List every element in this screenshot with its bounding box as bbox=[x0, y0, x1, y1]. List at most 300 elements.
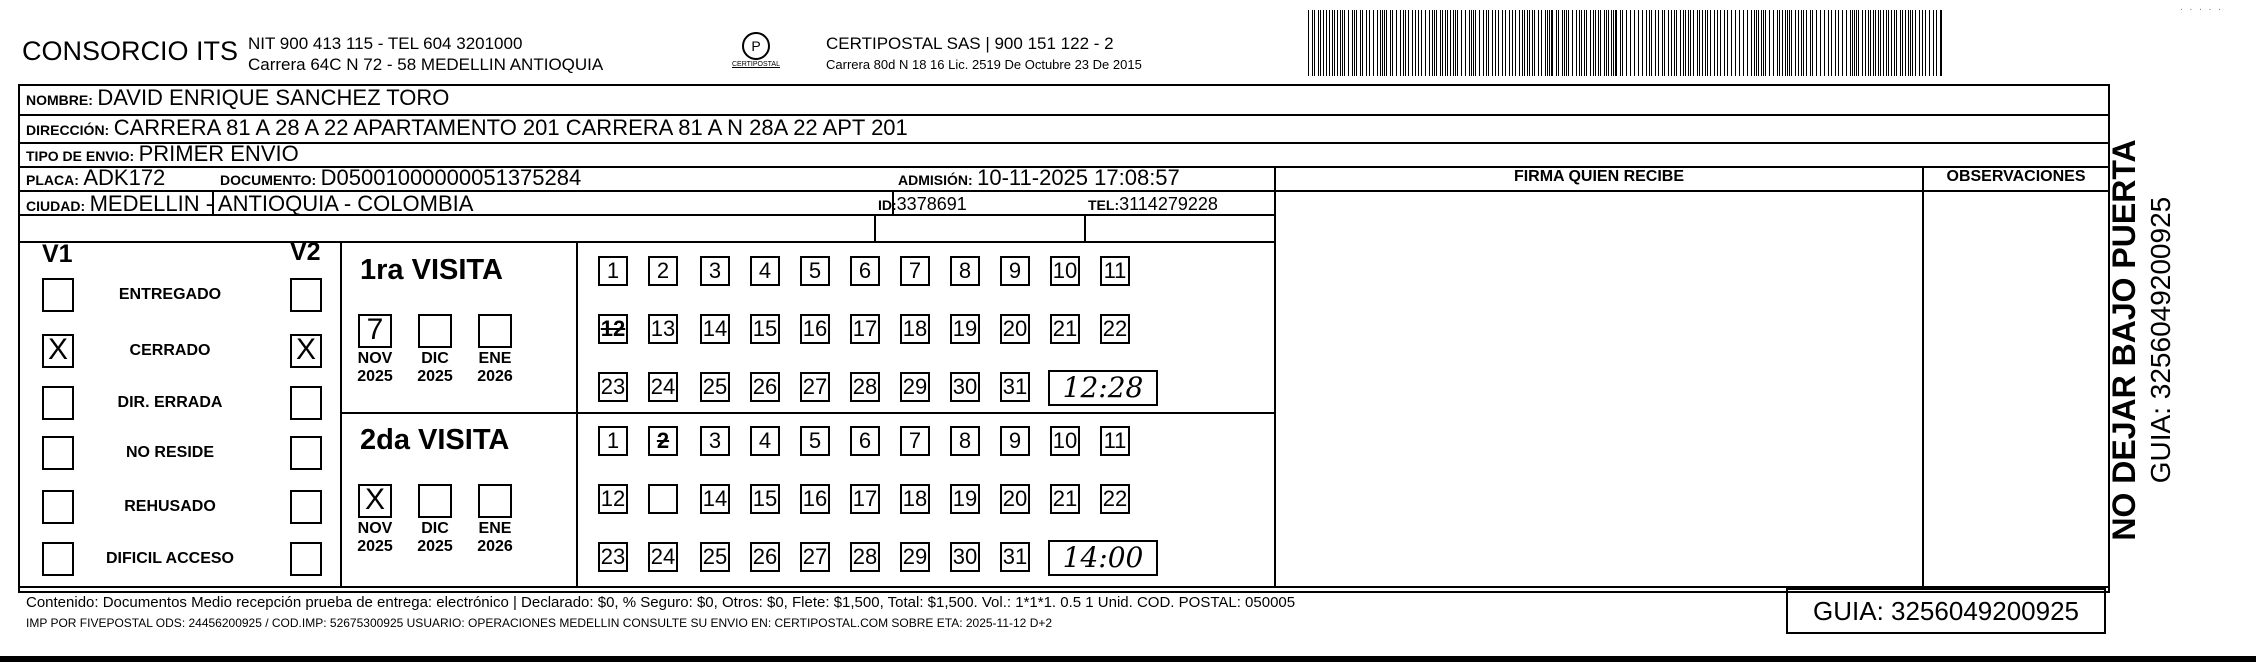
barcode-bar bbox=[1512, 10, 1513, 76]
day-checkbox[interactable]: 4 bbox=[750, 256, 780, 286]
company-info bbox=[248, 33, 603, 75]
visit2-title: 2da VISITA bbox=[360, 424, 510, 456]
barcode-bar bbox=[1450, 10, 1451, 76]
barcode-bar bbox=[1547, 10, 1548, 76]
barcode-bar bbox=[1824, 10, 1825, 76]
barcode-bar bbox=[1522, 10, 1523, 76]
barcode-bar bbox=[1445, 10, 1446, 76]
certipostal-logo bbox=[730, 32, 782, 78]
barcode-bar bbox=[1883, 10, 1884, 76]
barcode-bar bbox=[1782, 10, 1783, 76]
barcode-bar bbox=[1396, 10, 1397, 76]
visit1-title: 1ra VISITA bbox=[360, 254, 503, 286]
documento-value: D05001000000051375284 bbox=[320, 165, 582, 190]
day-checkbox[interactable]: 1 bbox=[598, 426, 628, 456]
barcode-bar bbox=[1743, 10, 1744, 76]
barcode-bar bbox=[1408, 10, 1409, 76]
day-checkbox[interactable]: 30 bbox=[950, 372, 980, 402]
barcode-bar bbox=[1862, 10, 1863, 76]
barcode-bar bbox=[1505, 10, 1506, 76]
barcode-bar bbox=[1727, 10, 1728, 76]
day-checkbox[interactable]: 26 bbox=[750, 542, 780, 572]
day-checkbox[interactable]: 12 bbox=[598, 314, 628, 344]
barcode-bar bbox=[1816, 10, 1817, 76]
barcode-bar bbox=[1680, 10, 1681, 76]
barcode-bar bbox=[1683, 10, 1684, 76]
barcode-bar bbox=[1875, 10, 1876, 76]
certipostal-license: Carrera 80d N 18 16 Lic. 2519 De Octubre 23 De 2015 bbox=[826, 57, 1142, 72]
barcode-bar bbox=[1515, 10, 1516, 76]
day-checkbox[interactable]: 21 bbox=[1050, 314, 1080, 344]
barcode-bar bbox=[1915, 10, 1916, 76]
barcode-bar bbox=[1524, 10, 1525, 76]
barcode-bar bbox=[1850, 10, 1851, 76]
barcode-bar bbox=[1469, 10, 1470, 76]
month-label: ENE 2026 bbox=[477, 520, 513, 555]
barcode-bar bbox=[1803, 10, 1804, 76]
barcode-bar bbox=[1912, 10, 1913, 76]
day-checkbox[interactable]: 19 bbox=[950, 314, 980, 344]
barcode-bar bbox=[1668, 10, 1669, 76]
barcode-bar bbox=[1568, 10, 1569, 76]
barcode-bar bbox=[1646, 10, 1647, 76]
status-label: DIFICIL ACCESO bbox=[105, 550, 234, 567]
barcode-bar bbox=[1789, 10, 1790, 76]
v1-checkbox[interactable] bbox=[42, 278, 74, 312]
day-checkbox[interactable]: 13 bbox=[648, 314, 678, 344]
barcode-bar bbox=[1854, 10, 1855, 76]
barcode-bar bbox=[1495, 10, 1496, 76]
barcode-bar bbox=[1362, 10, 1363, 76]
day-checkbox[interactable]: 28 bbox=[850, 372, 880, 402]
barcode-bar bbox=[1902, 10, 1903, 76]
documento-field bbox=[220, 165, 581, 191]
day-checkbox[interactable]: 18 bbox=[900, 314, 930, 344]
v1-checkbox[interactable] bbox=[42, 386, 74, 420]
day-checkbox[interactable]: 15 bbox=[750, 314, 780, 344]
day-checkbox[interactable]: 31 bbox=[1000, 542, 1030, 572]
barcode-bar bbox=[1337, 10, 1338, 76]
barcode-bar bbox=[1581, 10, 1582, 76]
barcode-bar bbox=[1756, 10, 1757, 76]
barcode-bar bbox=[1369, 10, 1370, 76]
barcode-bar bbox=[1479, 10, 1480, 76]
barcode-bar bbox=[1717, 10, 1718, 76]
month-label: ENE 2026 bbox=[477, 350, 513, 385]
v2-checkbox[interactable] bbox=[290, 490, 322, 524]
barcode-bar bbox=[1693, 10, 1694, 76]
day-checkbox[interactable]: 14 bbox=[700, 484, 730, 514]
barcode-bar bbox=[1323, 10, 1324, 76]
admision-field bbox=[898, 165, 1180, 191]
barcode-bar bbox=[1900, 10, 1901, 76]
barcode-bar bbox=[1891, 10, 1892, 76]
barcode-bar bbox=[1354, 10, 1355, 76]
barcode-bar bbox=[1842, 10, 1843, 76]
ciudad-label: CIUDAD: bbox=[26, 198, 86, 214]
barcode-bar bbox=[1868, 10, 1869, 76]
day-checkbox[interactable]: 2 bbox=[648, 426, 678, 456]
barcode-bar bbox=[1806, 10, 1807, 76]
barcode-bar bbox=[1312, 10, 1313, 76]
barcode-bar bbox=[1763, 10, 1764, 76]
barcode-bar bbox=[1615, 10, 1617, 76]
barcode-bar bbox=[1777, 10, 1778, 76]
barcode-bar bbox=[1440, 10, 1441, 76]
side-notice bbox=[2104, 80, 2194, 600]
barcode-bar bbox=[1922, 10, 1923, 76]
company-name: CONSORCIO ITS bbox=[22, 36, 239, 66]
barcode-bar bbox=[1878, 10, 1879, 76]
day-checkbox[interactable]: 6 bbox=[850, 256, 880, 286]
barcode-bar bbox=[1373, 10, 1374, 76]
barcode-bar bbox=[1429, 10, 1430, 76]
v2-checkbox[interactable] bbox=[290, 436, 322, 470]
barcode-bar bbox=[1933, 10, 1934, 76]
barcode-bar bbox=[1483, 10, 1484, 76]
day-checkbox[interactable]: 22 bbox=[1100, 484, 1130, 514]
month-checkbox[interactable] bbox=[418, 484, 452, 518]
barcode-bar bbox=[1352, 10, 1353, 76]
barcode-bar bbox=[1342, 10, 1343, 76]
day-checkbox[interactable]: 21 bbox=[1050, 484, 1080, 514]
barcode-bar bbox=[1655, 10, 1656, 76]
barcode-bar bbox=[1880, 10, 1881, 76]
barcode-bar bbox=[1613, 10, 1614, 76]
barcode-bar bbox=[1572, 10, 1573, 76]
barcode-bar bbox=[1835, 10, 1836, 76]
month-label: DIC 2025 bbox=[417, 350, 453, 385]
day-checkbox[interactable]: 10 bbox=[1050, 256, 1080, 286]
barcode-bar bbox=[1326, 10, 1327, 76]
barcode-bar bbox=[1509, 10, 1510, 76]
barcode-bar bbox=[1405, 10, 1406, 76]
barcode-bar bbox=[1739, 10, 1740, 76]
barcode-bar bbox=[1598, 10, 1599, 76]
id-value: 3378691 bbox=[896, 194, 967, 214]
status-label: ENTREGADO bbox=[118, 286, 222, 303]
barcode-bar bbox=[1442, 10, 1443, 76]
barcode-bar bbox=[1630, 10, 1631, 76]
v1-checkbox[interactable] bbox=[42, 490, 74, 524]
footer-content: Contenido: Documentos Medio recepción prueba de entrega: electrónico | Declarado: $0, % Seguro: $0, Otros: $0, Flete: $1,500, Total: $1,500. Vol.: 1*1*1. 0.5 1 Unid. COD. POSTAL: 050005 bbox=[26, 594, 1296, 611]
side-warning: NO DEJAR BAJO PUERTA bbox=[2106, 139, 2142, 541]
barcode-bar bbox=[1527, 10, 1528, 76]
tel-field bbox=[1088, 194, 1218, 215]
barcode-bar bbox=[1896, 10, 1897, 76]
barcode-bar bbox=[1320, 10, 1321, 76]
v1-checkbox[interactable] bbox=[42, 436, 74, 470]
day-checkbox[interactable]: 23 bbox=[598, 542, 628, 572]
barcode-bar bbox=[1685, 10, 1686, 76]
day-checkbox[interactable]: 27 bbox=[800, 372, 830, 402]
barcode-bar bbox=[1905, 10, 1906, 76]
day-checkbox[interactable]: 3 bbox=[700, 426, 730, 456]
day-checkbox[interactable]: 25 bbox=[700, 372, 730, 402]
tipo-row bbox=[26, 141, 299, 167]
barcode-bar bbox=[1798, 10, 1799, 76]
day-checkbox[interactable]: 11 bbox=[1100, 256, 1130, 286]
barcode-bar bbox=[1919, 10, 1920, 76]
barcode-bar bbox=[1545, 10, 1546, 76]
barcode-bar bbox=[1532, 10, 1533, 76]
day-checkbox[interactable]: 12 bbox=[598, 484, 628, 514]
day-checkbox[interactable]: 20 bbox=[1000, 314, 1030, 344]
barcode-bar bbox=[1584, 10, 1585, 76]
day-checkbox[interactable]: 29 bbox=[900, 372, 930, 402]
barcode-bar bbox=[1908, 10, 1909, 76]
barcode-bar bbox=[1929, 10, 1930, 76]
barcode-bar bbox=[1751, 10, 1752, 76]
month-checkbox[interactable] bbox=[478, 484, 512, 518]
barcode-bar bbox=[1795, 10, 1796, 76]
barcode-bar bbox=[1720, 10, 1721, 76]
barcode-bar bbox=[1705, 10, 1706, 76]
v1-checkbox[interactable] bbox=[42, 542, 74, 576]
month-checkbox[interactable]: X bbox=[358, 484, 392, 518]
tipo-value: PRIMER ENVIO bbox=[138, 141, 299, 166]
guia-number: GUIA: 3256049200925 bbox=[1786, 588, 2106, 634]
barcode-bar bbox=[1384, 10, 1385, 76]
barcode-bar bbox=[1690, 10, 1691, 76]
barcode-bar bbox=[1791, 10, 1792, 76]
visit-time[interactable]: 14:00 bbox=[1048, 540, 1158, 576]
admision-value: 10-11-2025 17:08:57 bbox=[977, 165, 1180, 190]
day-checkbox[interactable]: 16 bbox=[800, 484, 830, 514]
barcode-bar bbox=[1886, 10, 1887, 76]
barcode-bar bbox=[1620, 10, 1621, 76]
company-address: Carrera 64C N 72 - 58 MEDELLIN ANTIOQUIA bbox=[248, 55, 604, 74]
visit-time[interactable]: 12:28 bbox=[1048, 370, 1158, 406]
side-guia: GUIA: 3256049200925 bbox=[2145, 196, 2176, 484]
day-checkbox[interactable]: 29 bbox=[900, 542, 930, 572]
barcode-bar bbox=[1529, 10, 1530, 76]
barcode-bar bbox=[1344, 10, 1345, 76]
barcode-bar bbox=[1856, 10, 1857, 76]
barcode-bar bbox=[1486, 10, 1487, 76]
barcode-bar bbox=[1754, 10, 1755, 76]
day-checkbox[interactable]: 7 bbox=[900, 426, 930, 456]
day-checkbox[interactable]: 18 bbox=[900, 484, 930, 514]
day-checkbox[interactable]: 6 bbox=[850, 426, 880, 456]
barcode-bar bbox=[1386, 10, 1387, 76]
tel-label: TEL: bbox=[1088, 197, 1120, 213]
day-checkbox[interactable]: 31 bbox=[1000, 372, 1030, 402]
nombre-label: NOMBRE: bbox=[26, 92, 93, 108]
direccion-row bbox=[26, 115, 908, 141]
barcode-bar bbox=[1403, 10, 1404, 76]
status-label: DIR. ERRADA bbox=[117, 394, 223, 411]
barcode-bar bbox=[1564, 10, 1565, 76]
v1-checkbox[interactable]: X bbox=[42, 334, 74, 368]
barcode-bar bbox=[1579, 10, 1580, 76]
day-checkbox[interactable]: 30 bbox=[950, 542, 980, 572]
ciudad-field bbox=[26, 191, 473, 217]
barcode-bar bbox=[1576, 10, 1577, 76]
barcode-bar bbox=[1541, 10, 1542, 76]
day-checkbox[interactable]: 8 bbox=[950, 426, 980, 456]
barcode-bar bbox=[1765, 10, 1766, 76]
barcode-bar bbox=[1366, 10, 1367, 76]
barcode-bar bbox=[1710, 10, 1711, 76]
barcode-bar bbox=[1888, 10, 1889, 76]
barcode-bar bbox=[1735, 10, 1736, 76]
barcode-bar bbox=[1634, 10, 1635, 76]
barcode-bar bbox=[1731, 10, 1732, 76]
v2-checkbox[interactable] bbox=[290, 278, 322, 312]
barcode-bar bbox=[1801, 10, 1802, 76]
id-label: ID: bbox=[878, 197, 897, 213]
barcode-bar bbox=[1558, 10, 1559, 76]
month-checkbox[interactable]: 7 bbox=[358, 314, 392, 348]
day-checkbox[interactable]: 22 bbox=[1100, 314, 1130, 344]
v1-header: V1 bbox=[42, 240, 73, 268]
barcode-bar bbox=[1779, 10, 1780, 76]
day-checkbox[interactable]: 24 bbox=[648, 542, 678, 572]
barcode-bar bbox=[1940, 10, 1942, 76]
nombre-row bbox=[26, 85, 449, 111]
barcode bbox=[1308, 10, 1948, 76]
day-checkbox[interactable] bbox=[648, 484, 678, 514]
day-checkbox[interactable]: 16 bbox=[800, 314, 830, 344]
barcode-bar bbox=[1828, 10, 1829, 76]
day-checkbox[interactable]: 4 bbox=[750, 426, 780, 456]
certipostal-info bbox=[826, 33, 1142, 75]
day-checkbox[interactable]: 3 bbox=[700, 256, 730, 286]
barcode-bar bbox=[1356, 10, 1357, 76]
barcode-bar bbox=[1382, 10, 1383, 76]
placa-label: PLACA: bbox=[26, 172, 79, 188]
barcode-bar bbox=[1556, 10, 1557, 76]
barcode-bar bbox=[1473, 10, 1474, 76]
barcode-bar bbox=[1360, 10, 1361, 76]
v2-checkbox[interactable]: X bbox=[290, 334, 322, 368]
barcode-bar bbox=[1586, 10, 1587, 76]
footer-imp: IMP POR FIVEPOSTAL ODS: 24456200925 / COD.IMP: 52675300925 USUARIO: OPERACIONES MEDELLIN CONSULTE SU ENVIO EN: CERTIPOSTAL.COM SOBRE ETA: 2025-11-12 D+2 bbox=[26, 616, 1053, 630]
day-checkbox[interactable]: 17 bbox=[850, 484, 880, 514]
barcode-bar bbox=[1611, 10, 1612, 76]
day-checkbox[interactable]: 25 bbox=[700, 542, 730, 572]
day-checkbox[interactable]: 7 bbox=[900, 256, 930, 286]
barcode-bar bbox=[1534, 10, 1535, 76]
day-checkbox[interactable]: 2 bbox=[648, 256, 678, 286]
barcode-bar bbox=[1434, 10, 1435, 76]
observaciones-header: OBSERVACIONES bbox=[1946, 168, 2086, 185]
barcode-bar bbox=[1638, 10, 1639, 76]
barcode-bar bbox=[1538, 10, 1539, 76]
barcode-bar bbox=[1838, 10, 1839, 76]
day-checkbox[interactable]: 10 bbox=[1050, 426, 1080, 456]
day-checkbox[interactable]: 9 bbox=[1000, 256, 1030, 286]
barcode-bar bbox=[1392, 10, 1393, 76]
barcode-bar bbox=[1455, 10, 1456, 76]
barcode-bar bbox=[1724, 10, 1725, 76]
placa-field bbox=[26, 165, 165, 191]
barcode-bar bbox=[1377, 10, 1378, 76]
barcode-bar bbox=[1457, 10, 1458, 76]
firma-header: FIRMA QUIEN RECIBE bbox=[1513, 168, 1685, 185]
barcode-bar bbox=[1425, 10, 1426, 76]
barcode-bar bbox=[1707, 10, 1708, 76]
barcode-bar bbox=[1785, 10, 1786, 76]
day-checkbox[interactable]: 20 bbox=[1000, 484, 1030, 514]
barcode-bar bbox=[1471, 10, 1472, 76]
barcode-bar bbox=[1688, 10, 1689, 76]
barcode-bar bbox=[1697, 10, 1698, 76]
barcode-bar bbox=[1676, 10, 1677, 76]
barcode-bar bbox=[1432, 10, 1433, 76]
day-checkbox[interactable]: 11 bbox=[1100, 426, 1130, 456]
barcode-bar bbox=[1769, 10, 1770, 76]
barcode-bar bbox=[1658, 10, 1659, 76]
day-checkbox[interactable]: 15 bbox=[750, 484, 780, 514]
barcode-bar bbox=[1562, 10, 1563, 76]
barcode-bar bbox=[1329, 10, 1330, 76]
barcode-bar bbox=[1593, 10, 1594, 76]
barcode-bar bbox=[1519, 10, 1520, 76]
barcode-bar bbox=[1604, 10, 1605, 76]
barcode-bar bbox=[1348, 10, 1349, 76]
day-checkbox[interactable]: 26 bbox=[750, 372, 780, 402]
bottom-edge bbox=[0, 656, 2256, 662]
documento-label: DOCUMENTO: bbox=[220, 172, 317, 188]
day-checkbox[interactable]: 17 bbox=[850, 314, 880, 344]
month-checkbox[interactable] bbox=[418, 314, 452, 348]
day-checkbox[interactable]: 24 bbox=[648, 372, 678, 402]
day-checkbox[interactable]: 27 bbox=[800, 542, 830, 572]
barcode-bar bbox=[1590, 10, 1591, 76]
barcode-bar bbox=[1714, 10, 1715, 76]
barcode-bar bbox=[1936, 10, 1937, 76]
day-checkbox[interactable]: 5 bbox=[800, 256, 830, 286]
barcode-bar bbox=[1773, 10, 1774, 76]
day-checkbox[interactable]: 9 bbox=[1000, 426, 1030, 456]
barcode-bar bbox=[1498, 10, 1499, 76]
barcode-bar bbox=[1418, 10, 1419, 76]
month-label: NOV 2025 bbox=[357, 350, 393, 385]
barcode-bar bbox=[1820, 10, 1821, 76]
day-checkbox[interactable]: 19 bbox=[950, 484, 980, 514]
placa-value: ADK172 bbox=[83, 165, 166, 190]
barcode-bar bbox=[1870, 10, 1871, 76]
day-checkbox[interactable]: 5 bbox=[800, 426, 830, 456]
barcode-bar bbox=[1626, 10, 1627, 76]
barcode-bar bbox=[1461, 10, 1462, 76]
barcode-bar bbox=[1436, 10, 1437, 76]
day-checkbox[interactable]: 8 bbox=[950, 256, 980, 286]
barcode-bar bbox=[1334, 10, 1335, 76]
barcode-bar bbox=[1308, 10, 1309, 76]
v2-checkbox[interactable] bbox=[290, 542, 322, 576]
month-checkbox[interactable] bbox=[478, 314, 512, 348]
day-checkbox[interactable]: 1 bbox=[598, 256, 628, 286]
v2-checkbox[interactable] bbox=[290, 386, 322, 420]
barcode-bar bbox=[1831, 10, 1832, 76]
v2-header: V2 bbox=[290, 238, 321, 266]
day-checkbox[interactable]: 23 bbox=[598, 372, 628, 402]
day-checkbox[interactable]: 28 bbox=[850, 542, 880, 572]
day-checkbox[interactable]: 14 bbox=[700, 314, 730, 344]
status-label: NO RESIDE bbox=[125, 444, 214, 461]
status-label: CERRADO bbox=[129, 342, 211, 359]
month-label: NOV 2025 bbox=[357, 520, 393, 555]
barcode-bar bbox=[1662, 10, 1663, 76]
barcode-bar bbox=[1865, 10, 1866, 76]
direccion-label: DIRECCIÓN: bbox=[26, 122, 110, 138]
tel-value: 3114279228 bbox=[1119, 194, 1218, 214]
admision-label: ADMISIÓN: bbox=[898, 172, 973, 188]
barcode-bar bbox=[1747, 10, 1748, 76]
